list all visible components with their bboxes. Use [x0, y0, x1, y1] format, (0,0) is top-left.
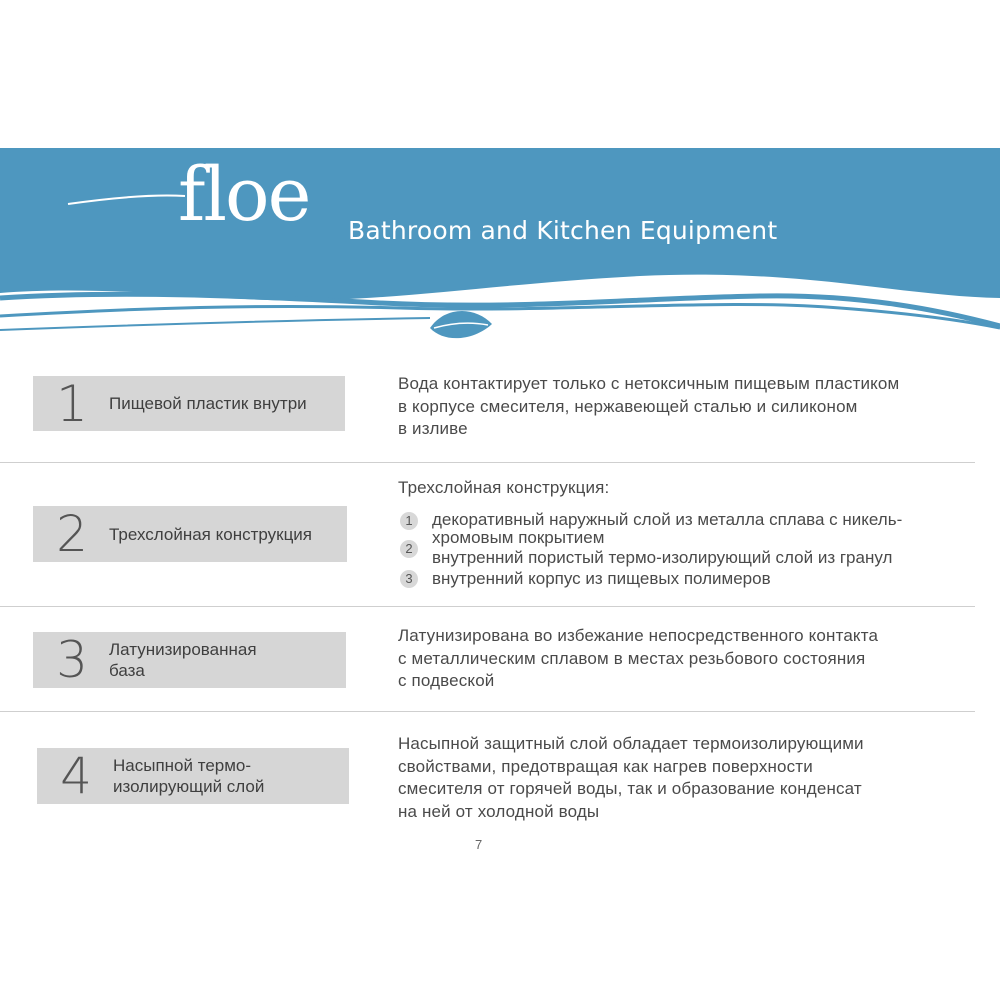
header-banner: [0, 148, 1000, 358]
layer-text: внутренний пористый термо-изолирующий слой из гранул: [432, 548, 893, 567]
layer-marker-3: 3: [400, 570, 418, 588]
row-divider: [0, 606, 975, 607]
feature-number: 3: [56, 631, 88, 689]
feature-description-4: Насыпной защитный слой обладает термоизолирующими свойствами, предотвращая как нагрев поверхности смесителя от горячей воды, так и образование конденсат на ней от холодной воды: [398, 734, 864, 821]
row-divider: [0, 462, 975, 463]
feature-number: 1: [56, 374, 88, 433]
row-divider: [0, 711, 975, 712]
feature-label-box-4: [37, 748, 349, 804]
feature-label-box-3: [33, 632, 346, 688]
feature-label: Латунизированная база: [109, 640, 257, 680]
feature-label: Трехслойная конструкция: [109, 524, 313, 544]
feature-description-1: Вода контактирует только с нетоксичным пищевым пластиком в корпусе смесителя, нержавеющей сталью и силиконом в изливе: [398, 374, 900, 438]
feature-label: Насыпной термо- изолирующий слой: [113, 756, 265, 796]
feature-number: 2: [56, 505, 88, 563]
layer-marker-1: 1: [400, 512, 418, 530]
layer-text: внутренний корпус из пищевых полимеров: [432, 569, 771, 588]
layer-text: хромовым покрытием: [432, 528, 605, 547]
layer-marker-2: 2: [400, 540, 418, 558]
page-number: 7: [475, 837, 483, 852]
leaf-icon: [430, 311, 492, 338]
feature-description-3: Латунизирована во избежание непосредственного контакта с металлическим сплавом в местах резьбового состояния с подвеской: [398, 626, 879, 690]
brand-tagline: Bathroom and Kitchen Equipment: [348, 216, 778, 245]
brand-logo: floe: [178, 152, 310, 238]
layer-text: декоративный наружный слой из металла сплава с никель-: [432, 510, 903, 529]
feature-label: Пищевой пластик внутри: [109, 394, 307, 413]
feature-label-box-2: [33, 506, 347, 562]
feature-label-box-1: [33, 376, 345, 431]
feature-number: 4: [60, 747, 92, 805]
feature-description-2: Трехслойная конструкция:: [398, 478, 610, 497]
banner-wave-graphic: [0, 148, 1000, 358]
